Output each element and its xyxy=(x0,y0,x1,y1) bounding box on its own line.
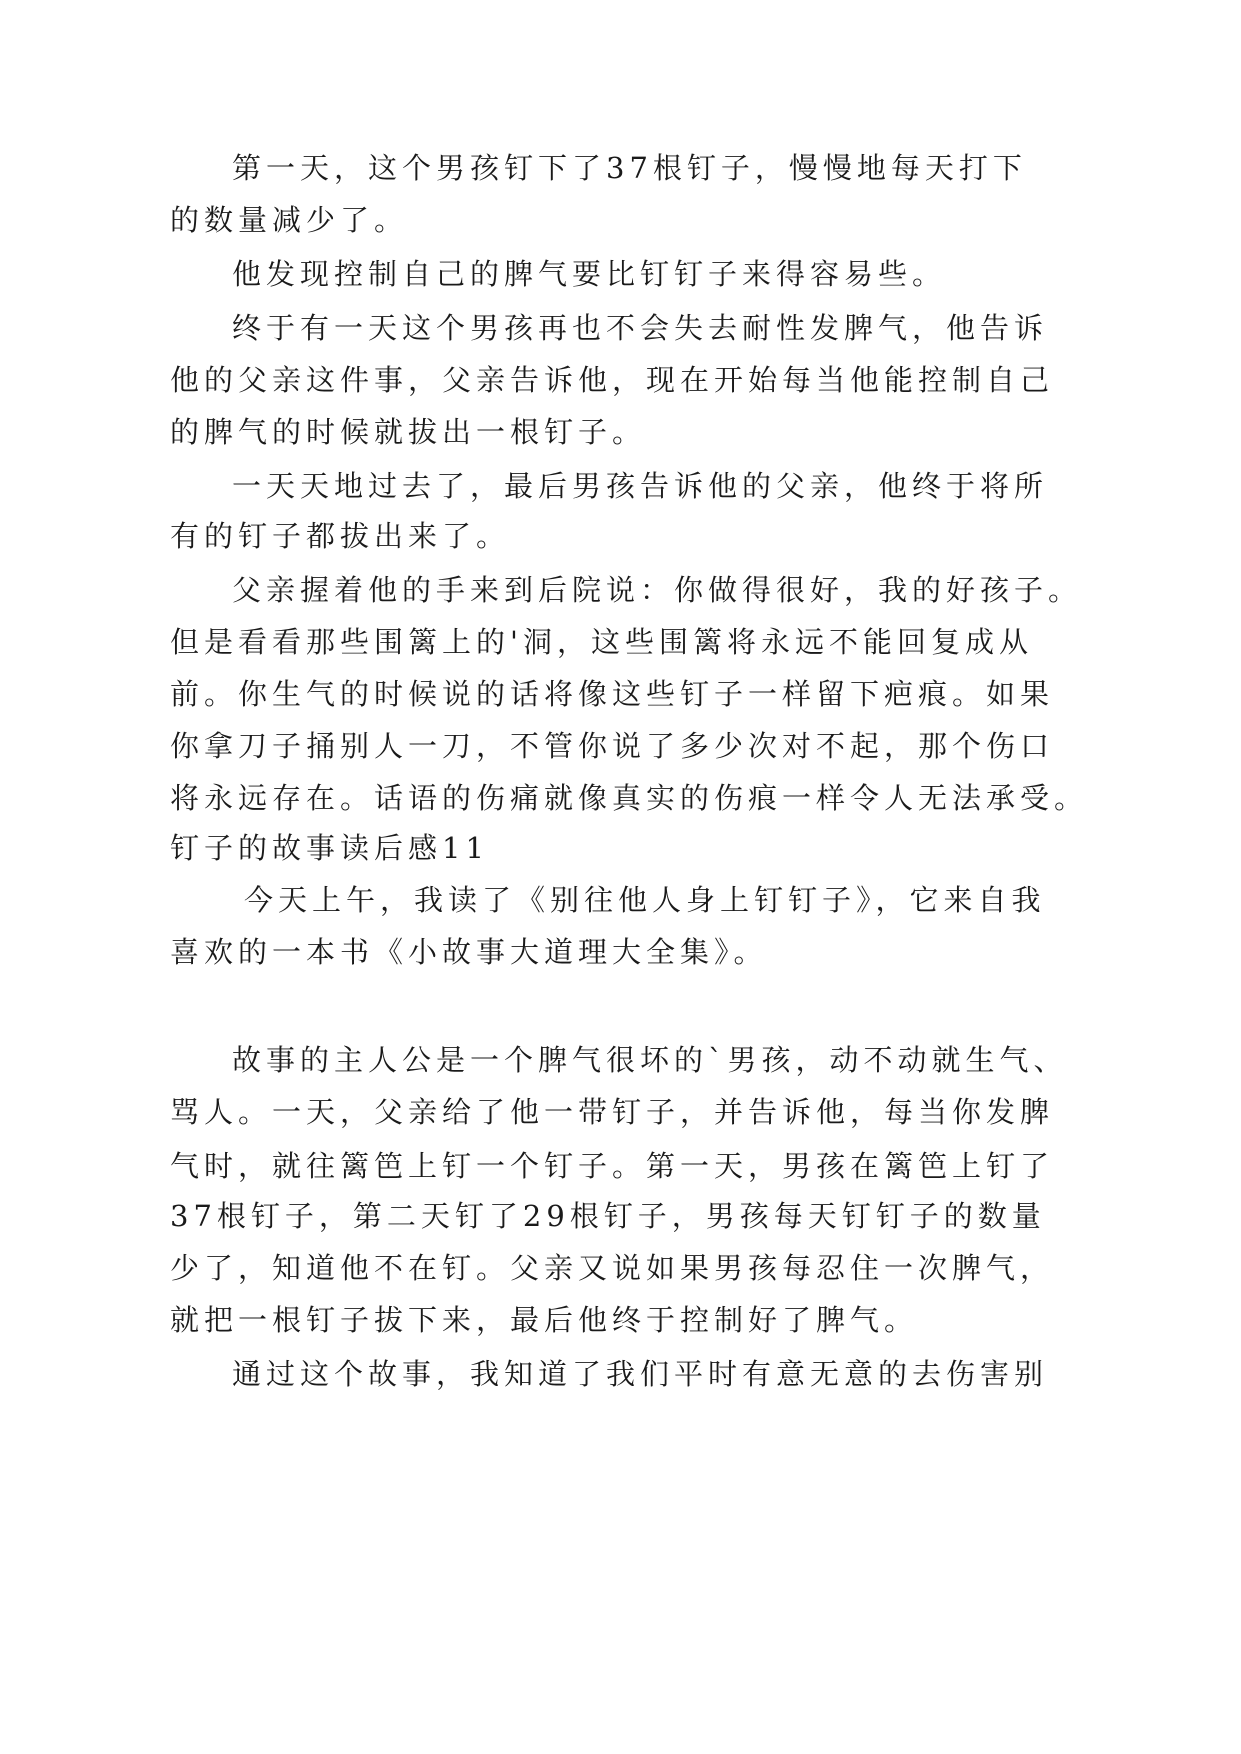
text-line: 37根钉子，第二天钉了29根钉子，男孩每天钉钉子的数量 xyxy=(170,1199,1046,1233)
text-line: 的数量减少了。 xyxy=(170,203,409,237)
text-line: 但是看看那些围篱上的'洞，这些围篱将永远不能回复成从 xyxy=(170,625,1033,659)
text-line: 父亲握着他的手来到后院说：你做得很好，我的好孩子。 xyxy=(232,573,1083,607)
text-line: 前。你生气的时候说的话将像这些钉子一样留下疤痕。如果 xyxy=(170,677,1055,711)
text-line: 的脾气的时候就拔出一根钉子。 xyxy=(170,415,647,449)
text-line: 第一天，这个男孩钉下了37根钉子，慢慢地每天打下 xyxy=(232,151,1027,185)
text-line: 少了，知道他不在钉。父亲又说如果男孩每忍住一次脾气， xyxy=(170,1251,1055,1285)
text-line: 将永远存在。话语的伤痛就像真实的伤痕一样令人无法承受。 xyxy=(170,781,1089,815)
text-line: 喜欢的一本书《小故事大道理大全集》。 xyxy=(170,935,768,969)
text-line: 你拿刀子捅别人一刀，不管你说了多少次对不起，那个伤口 xyxy=(170,729,1055,763)
text-line: 有的钉子都拔出来了。 xyxy=(170,519,511,553)
text-line: 一天天地过去了，最后男孩告诉他的父亲，他终于将所 xyxy=(232,469,1049,503)
text-line: 故事的主人公是一个脾气很坏的`男孩，动不动就生气、 xyxy=(232,1043,1068,1077)
text-line: 今天上午，我读了《别往他人身上钉钉子》，它来自我 xyxy=(244,883,1046,917)
text-line: 骂人。一天，父亲给了他一带钉子，并告诉他，每当你发脾 xyxy=(170,1095,1055,1129)
text-line: 终于有一天这个男孩再也不会失去耐性发脾气，他告诉 xyxy=(232,311,1049,345)
text-line: 通过这个故事，我知道了我们平时有意无意的去伤害别 xyxy=(232,1357,1049,1391)
text-line: 他的父亲这件事，父亲告诉他，现在开始每当他能控制自己 xyxy=(170,363,1055,397)
text-line: 气时，就往篱笆上钉一个钉子。第一天，男孩在篱笆上钉了 xyxy=(170,1149,1055,1183)
text-line: 就把一根钉子拔下来，最后他终于控制好了脾气。 xyxy=(170,1303,919,1337)
text-line: 他发现控制自己的脾气要比钉钉子来得容易些。 xyxy=(232,257,947,291)
section-heading: 钉子的故事读后感11 xyxy=(170,831,489,865)
